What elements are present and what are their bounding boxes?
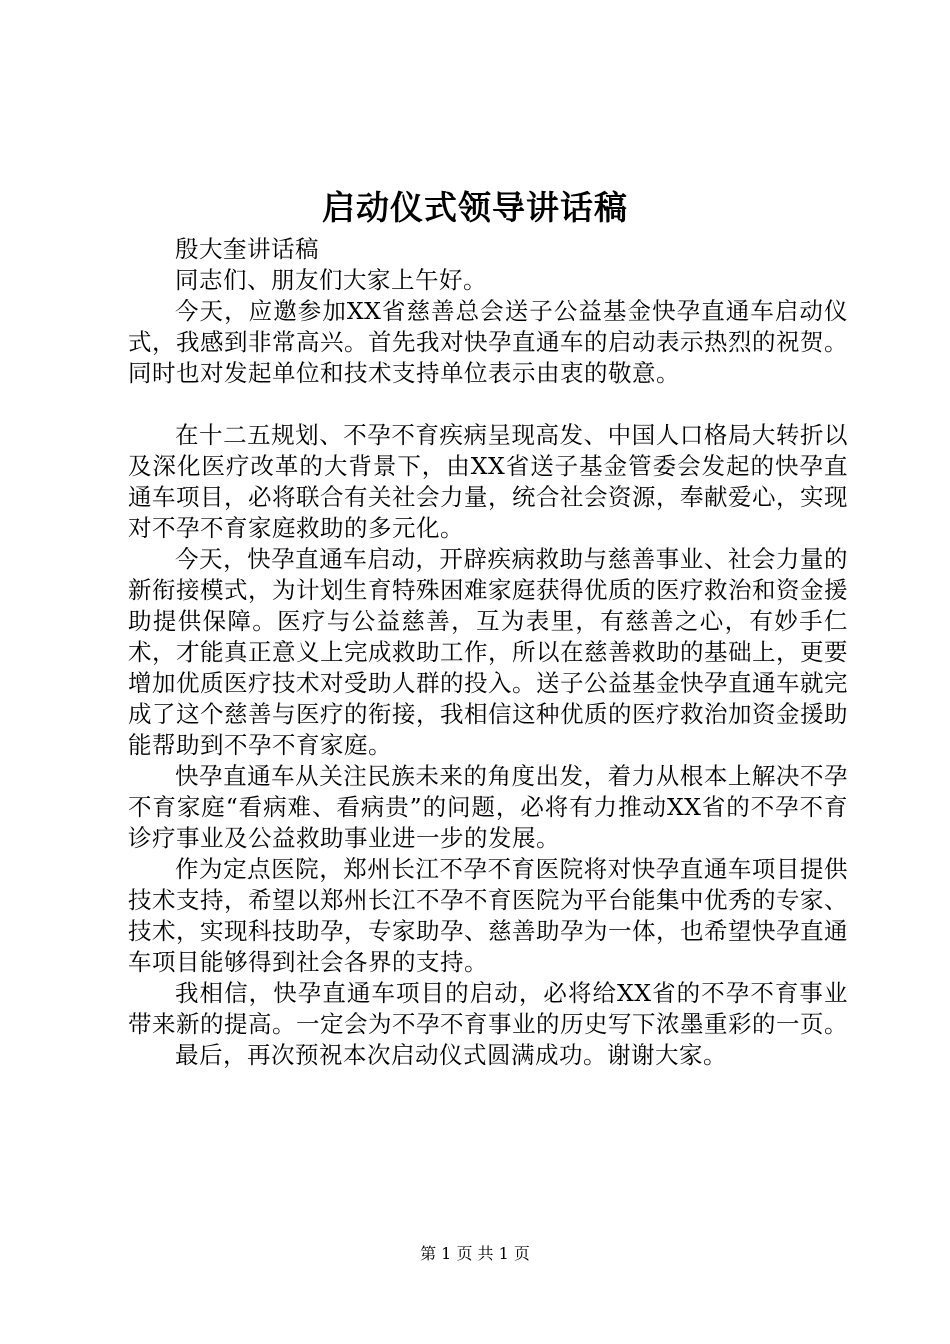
hospital-paragraph: 作为定点医院，郑州长江不孕不育医院将对快孕直通车项目提供技术支持，希望以郑州长江不孕不育医院为平台能集中优秀的专家、技术，实现科技助孕，专家助孕、慈善助孕为一体，也希望快孕直通车项目能够得到社会各界的支持。: [128, 855, 848, 976]
document-title: 启动仪式领导讲话稿: [322, 188, 628, 227]
closing-paragraph: 最后，再次预祝本次启动仪式圆满成功。谢谢大家。: [175, 1041, 727, 1069]
purpose-paragraph: 快孕直通车从关注民族未来的角度出发，着力从根本上解决不孕不育家庭“看病难、看病贵”的问题，必将有力推动XX省的不孕不育诊疗事业及公益救助事业进一步的发展。: [128, 762, 848, 852]
page-number-footer: 第 1 页 共 1 页: [420, 1244, 530, 1263]
speaker-line: 殷大奎讲话稿: [175, 235, 319, 263]
launch-paragraph: 今天，快孕直通车启动，开辟疾病救助与慈善事业、社会力量的新衔接模式，为计划生育特殊困难家庭获得优质的医疗救治和资金援助提供保障。医疗与公益慈善，互为表里，有慈善之心，有妙手仁术，才能真正意义上完成救助工作，所以在慈善救助的基础上，更要增加优质医疗技术对受助人群的投入。送子公益基金快孕直通车就完成了这个慈善与医疗的衔接，我相信这种优质的医疗救治加资金援助能帮助到不孕不育家庭。: [128, 545, 848, 759]
opening-paragraph: 今天，应邀参加XX省慈善总会送子公益基金快孕直通车启动仪式，我感到非常高兴。首先我对快孕直通车的启动表示热烈的祝贺。同时也对发起单位和技术支持单位表示由衷的敬意。: [128, 297, 848, 387]
greeting-paragraph: 同志们、朋友们大家上午好。: [175, 266, 487, 294]
document-body: [128, 234, 848, 1071]
background-paragraph: 在十二五规划、不孕不育疾病呈现高发、中国人口格局大转折以及深化医疗改革的大背景下，由XX省送子基金管委会发起的快孕直通车项目，必将联合有关社会力量，统合社会资源，奉献爱心，实现对不孕不育家庭救助的多元化。: [128, 421, 848, 542]
belief-paragraph: 我相信，快孕直通车项目的启动，必将给XX省的不孕不育事业带来新的提高。一定会为不孕不育事业的历史写下浓墨重彩的一页。: [128, 979, 848, 1038]
